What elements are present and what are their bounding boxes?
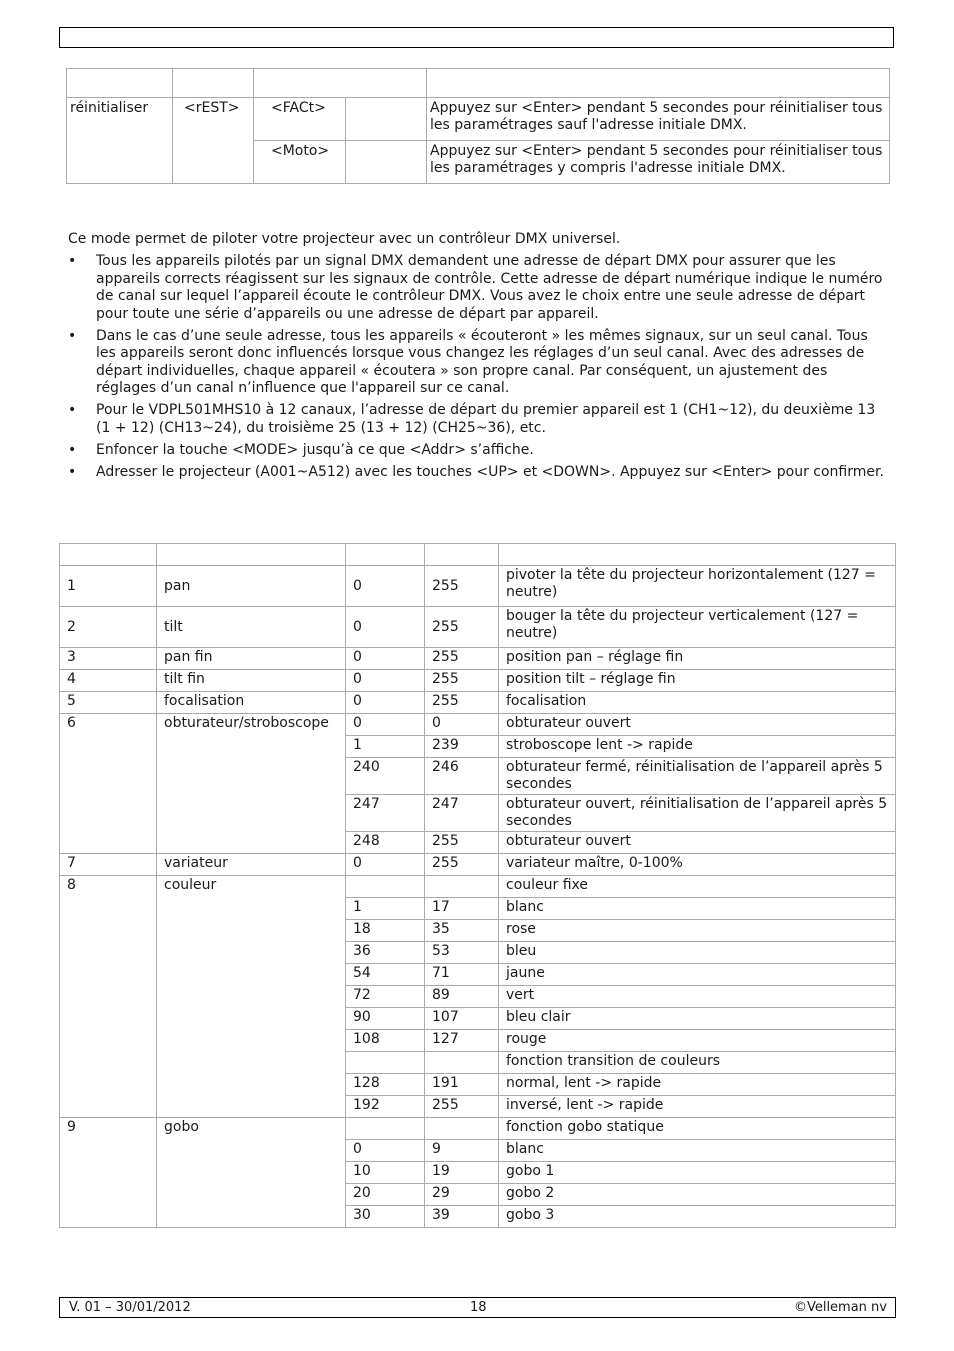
value-to bbox=[425, 876, 499, 898]
value-from: 10 bbox=[346, 1162, 425, 1184]
bullet-icon: • bbox=[68, 253, 77, 269]
value-description: bouger la tête du projecteur verticalement (127 = neutre) bbox=[499, 607, 896, 648]
value-description: gobo 2 bbox=[499, 1184, 896, 1206]
value-to: 255 bbox=[425, 648, 499, 670]
reset-option-cell: <Moto> bbox=[254, 141, 346, 184]
value-description: jaune bbox=[499, 964, 896, 986]
footer-copyright: ©Velleman nv bbox=[793, 1300, 887, 1315]
header-box bbox=[59, 27, 894, 48]
value-description: vert bbox=[499, 986, 896, 1008]
value-description: fonction gobo statique bbox=[499, 1118, 896, 1140]
value-to: 246 bbox=[425, 758, 499, 795]
value-from: 248 bbox=[346, 832, 425, 854]
table-row bbox=[60, 876, 896, 898]
channel-function: tilt bbox=[157, 607, 346, 648]
value-from: 0 bbox=[346, 566, 425, 607]
value-from: 0 bbox=[346, 648, 425, 670]
intro-paragraph: Ce mode permet de piloter votre projecteur avec un contrôleur DMX universel. bbox=[68, 231, 621, 247]
reset-function-cell: réinitialiser bbox=[67, 98, 173, 184]
value-to: 247 bbox=[425, 795, 499, 832]
value-from: 0 bbox=[346, 714, 425, 736]
value-to: 127 bbox=[425, 1030, 499, 1052]
value-to: 255 bbox=[425, 832, 499, 854]
value-to: 239 bbox=[425, 736, 499, 758]
value-description: rouge bbox=[499, 1030, 896, 1052]
reset-blank-cell bbox=[346, 141, 427, 184]
value-from: 1 bbox=[346, 736, 425, 758]
bullet-icon: • bbox=[68, 463, 77, 480]
value-from: 192 bbox=[346, 1096, 425, 1118]
list-item bbox=[68, 442, 888, 460]
page-footer bbox=[59, 1297, 896, 1318]
value-description: inversé, lent -> rapide bbox=[499, 1096, 896, 1118]
value-from: 0 bbox=[346, 1140, 425, 1162]
value-description: normal, lent -> rapide bbox=[499, 1074, 896, 1096]
value-from: 240 bbox=[346, 758, 425, 795]
value-from: 0 bbox=[346, 692, 425, 714]
footer-page-number: 18 bbox=[470, 1300, 487, 1315]
bullet-list bbox=[68, 253, 888, 486]
list-item bbox=[68, 402, 888, 437]
table-row bbox=[60, 1118, 896, 1140]
channel-function: variateur bbox=[157, 854, 346, 876]
bullet-icon: • bbox=[68, 327, 77, 344]
channel-function: obturateur/stroboscope bbox=[157, 714, 346, 854]
value-from: 0 bbox=[346, 670, 425, 692]
value-from: 36 bbox=[346, 942, 425, 964]
value-description: stroboscope lent -> rapide bbox=[499, 736, 896, 758]
channel-number: 1 bbox=[60, 566, 157, 607]
table-row bbox=[60, 714, 896, 736]
value-description: variateur maître, 0-100% bbox=[499, 854, 896, 876]
channel-function: pan fin bbox=[157, 648, 346, 670]
value-description: position tilt – réglage fin bbox=[499, 670, 896, 692]
reset-description-cell: Appuyez sur <Enter> pendant 5 secondes pour réinitialiser tous les paramétrages sauf l'adresse initiale DMX. bbox=[427, 98, 890, 141]
bullet-text: Pour le VDPL501MHS10 à 12 canaux, l’adresse de départ du premier appareil est 1 (CH1~12), du deuxième 13 (1 + 12) (CH13~24), du troisième 25 (13 + 12) (CH25~36), etc. bbox=[96, 402, 876, 436]
value-from: 20 bbox=[346, 1184, 425, 1206]
table-row bbox=[60, 692, 896, 714]
value-to: 89 bbox=[425, 986, 499, 1008]
value-to: 53 bbox=[425, 942, 499, 964]
value-to: 17 bbox=[425, 898, 499, 920]
value-from: 128 bbox=[346, 1074, 425, 1096]
value-from: 0 bbox=[346, 854, 425, 876]
list-item bbox=[68, 464, 888, 482]
channel-function: gobo bbox=[157, 1118, 346, 1228]
value-description: blanc bbox=[499, 898, 896, 920]
list-item bbox=[68, 328, 888, 398]
channel-number: 8 bbox=[60, 876, 157, 1118]
value-description: obturateur ouvert, réinitialisation de l’appareil après 5 secondes bbox=[499, 795, 896, 832]
value-from: 108 bbox=[346, 1030, 425, 1052]
channel-number: 4 bbox=[60, 670, 157, 692]
value-description: gobo 3 bbox=[499, 1206, 896, 1228]
bullet-icon: • bbox=[68, 441, 77, 458]
value-to: 191 bbox=[425, 1074, 499, 1096]
value-from: 18 bbox=[346, 920, 425, 942]
value-to: 255 bbox=[425, 670, 499, 692]
channel-function: pan bbox=[157, 566, 346, 607]
value-to: 39 bbox=[425, 1206, 499, 1228]
value-description: obturateur fermé, réinitialisation de l’appareil après 5 secondes bbox=[499, 758, 896, 795]
value-from: 247 bbox=[346, 795, 425, 832]
value-description: gobo 1 bbox=[499, 1162, 896, 1184]
value-to: 35 bbox=[425, 920, 499, 942]
value-from: 90 bbox=[346, 1008, 425, 1030]
table-row bbox=[60, 607, 896, 648]
value-from bbox=[346, 1052, 425, 1074]
table-header-row bbox=[60, 544, 896, 566]
value-to: 255 bbox=[425, 692, 499, 714]
value-description: position pan – réglage fin bbox=[499, 648, 896, 670]
value-description: fonction transition de couleurs bbox=[499, 1052, 896, 1074]
value-description: rose bbox=[499, 920, 896, 942]
table-row bbox=[67, 98, 890, 141]
reset-option-cell: <FACt> bbox=[254, 98, 346, 141]
value-from: 72 bbox=[346, 986, 425, 1008]
value-to: 19 bbox=[425, 1162, 499, 1184]
value-from: 54 bbox=[346, 964, 425, 986]
channel-number: 9 bbox=[60, 1118, 157, 1228]
value-from bbox=[346, 1118, 425, 1140]
reset-settings-table bbox=[66, 68, 890, 184]
table-row bbox=[60, 854, 896, 876]
bullet-icon: • bbox=[68, 402, 77, 418]
value-to: 255 bbox=[425, 607, 499, 648]
value-from bbox=[346, 876, 425, 898]
reset-description-cell: Appuyez sur <Enter> pendant 5 secondes pour réinitialiser tous les paramétrages y compris l'adresse initiale DMX. bbox=[427, 141, 890, 184]
reset-blank-cell bbox=[346, 98, 427, 141]
value-to: 255 bbox=[425, 854, 499, 876]
bullet-text: Tous les appareils pilotés par un signal DMX demandent une adresse de départ DMX pour assurer que les appareils corrects réagissent sur les signaux de contrôle. Cette adresse de départ numérique indique le numéro de canal sur lequel l’appareil écoute le contrôleur DMX. Vous avez le choix entre une seule adresse de départ pour toute une série d’appareils ou une adresse de départ par appareil. bbox=[96, 253, 883, 322]
bullet-text: Dans le cas d’une seule adresse, tous les appareils « écouteront » les mêmes signaux, sur un seul canal. Tous les appareils seront donc influencés lorsque vous changez les réglages d’un seul canal. Avec des adresses de départ individuelles, chaque appareil « écoutera » son propre canal. Par conséquent, un ajustement des réglages d’un canal n’influence que l'appareil sur ce canal. bbox=[96, 327, 868, 396]
value-to: 255 bbox=[425, 1096, 499, 1118]
bullet-text: Adresser le projecteur (A001~A512) avec les touches <UP> et <DOWN>. Appuyez sur <Enter> pour confirmer. bbox=[96, 463, 884, 480]
dmx-channel-table bbox=[59, 543, 896, 1228]
value-to: 9 bbox=[425, 1140, 499, 1162]
footer-version: V. 01 – 30/01/2012 bbox=[69, 1300, 191, 1315]
channel-number: 3 bbox=[60, 648, 157, 670]
channel-function: tilt fin bbox=[157, 670, 346, 692]
table-header-row bbox=[67, 69, 890, 98]
channel-number: 2 bbox=[60, 607, 157, 648]
table-row bbox=[60, 566, 896, 607]
value-description: obturateur ouvert bbox=[499, 832, 896, 854]
value-to bbox=[425, 1118, 499, 1140]
value-to: 255 bbox=[425, 566, 499, 607]
bullet-text: Enfoncer la touche <MODE> jusqu’à ce que <Addr> s’affiche. bbox=[96, 441, 534, 458]
value-description: blanc bbox=[499, 1140, 896, 1162]
list-item bbox=[68, 253, 888, 323]
value-description: pivoter la tête du projecteur horizontalement (127 = neutre) bbox=[499, 566, 896, 607]
channel-function: focalisation bbox=[157, 692, 346, 714]
table-row bbox=[60, 648, 896, 670]
value-to: 107 bbox=[425, 1008, 499, 1030]
reset-code-cell: <rEST> bbox=[173, 98, 254, 184]
value-to: 0 bbox=[425, 714, 499, 736]
channel-number: 5 bbox=[60, 692, 157, 714]
value-description: couleur fixe bbox=[499, 876, 896, 898]
value-from: 0 bbox=[346, 607, 425, 648]
value-from: 30 bbox=[346, 1206, 425, 1228]
value-to: 71 bbox=[425, 964, 499, 986]
value-description: focalisation bbox=[499, 692, 896, 714]
value-to: 29 bbox=[425, 1184, 499, 1206]
value-description: obturateur ouvert bbox=[499, 714, 896, 736]
value-description: bleu clair bbox=[499, 1008, 896, 1030]
channel-number: 7 bbox=[60, 854, 157, 876]
value-to bbox=[425, 1052, 499, 1074]
table-row bbox=[60, 670, 896, 692]
channel-number: 6 bbox=[60, 714, 157, 854]
value-description: bleu bbox=[499, 942, 896, 964]
channel-function: couleur bbox=[157, 876, 346, 1118]
value-from: 1 bbox=[346, 898, 425, 920]
